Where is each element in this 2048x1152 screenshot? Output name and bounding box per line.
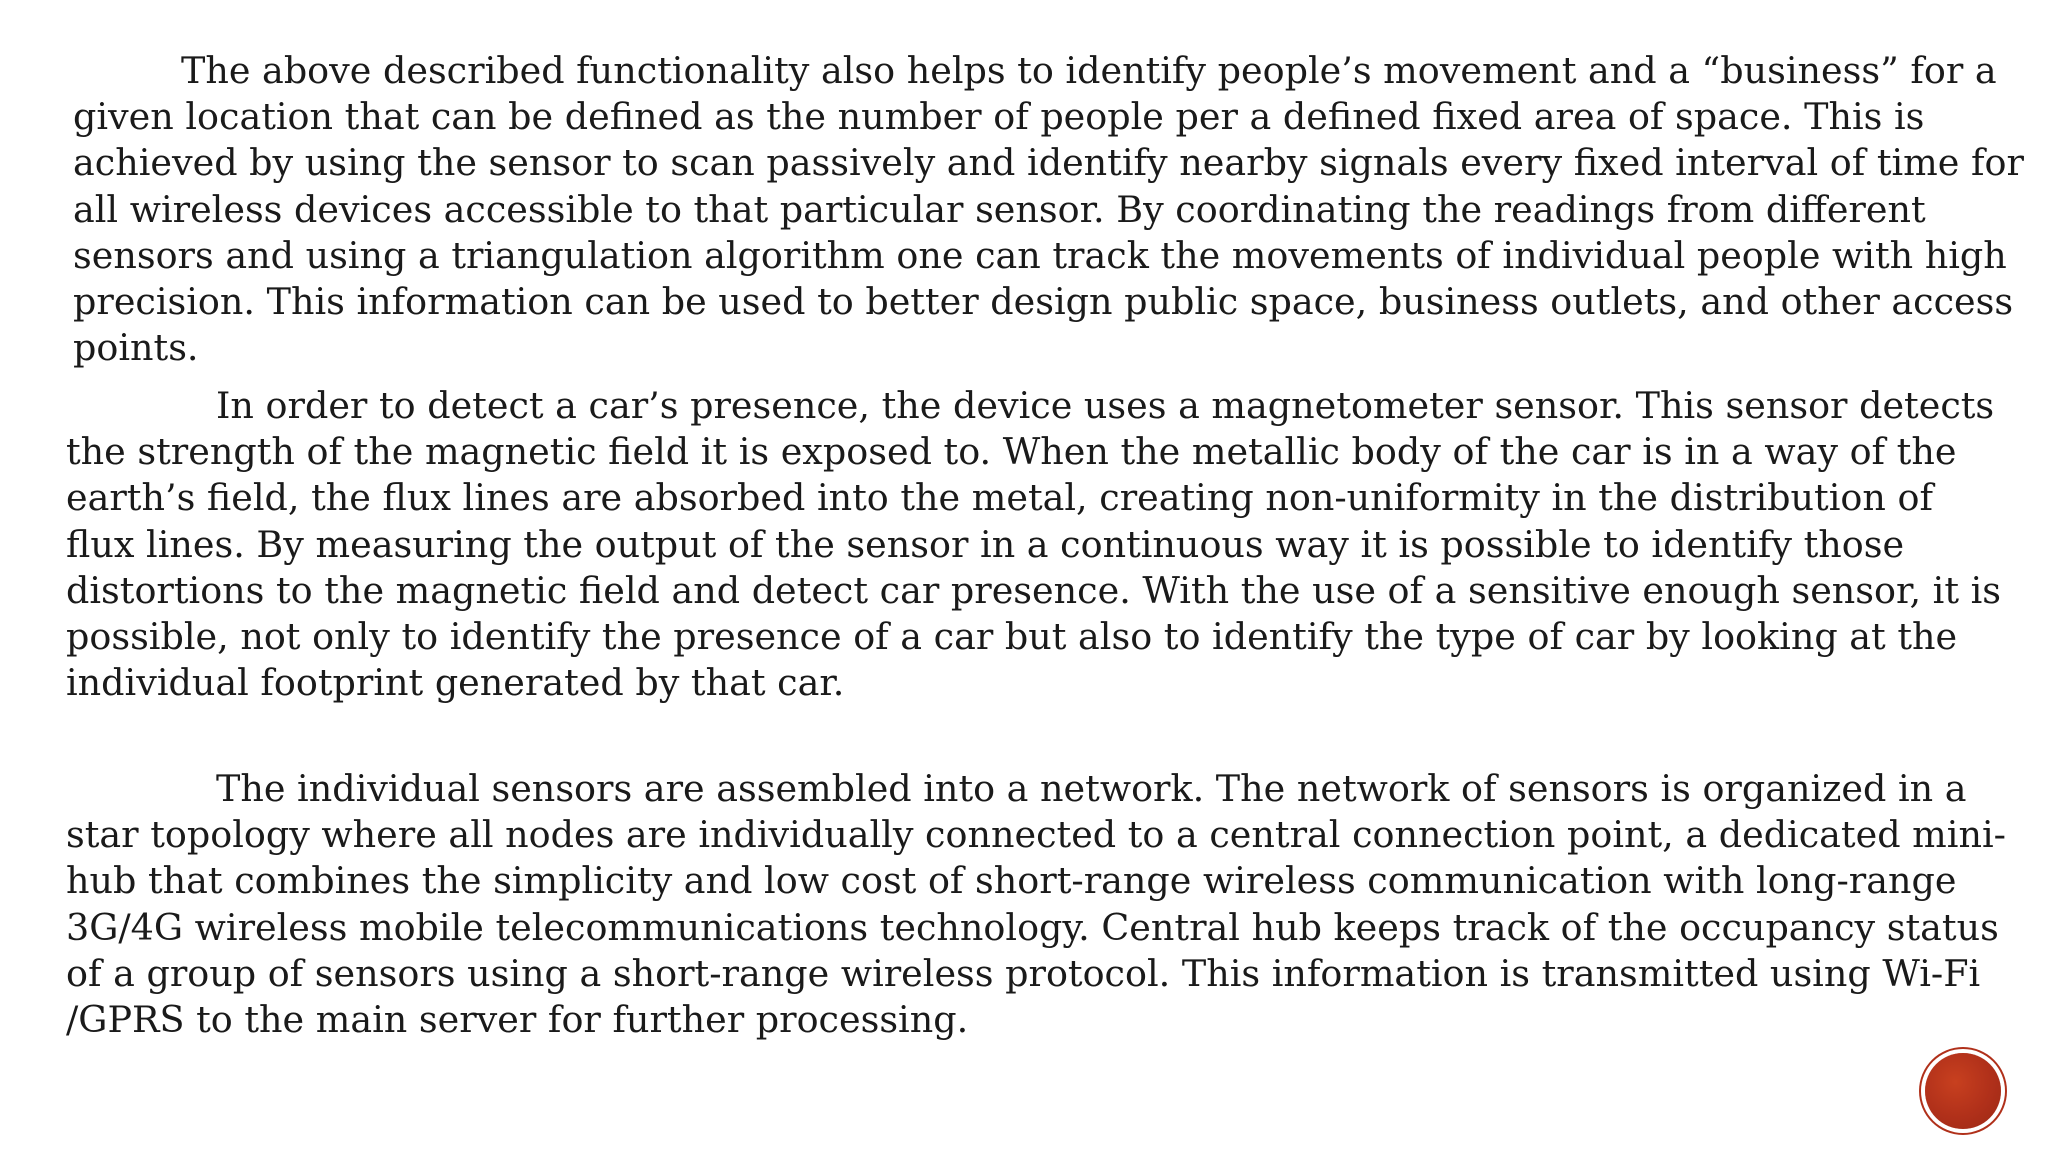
slide-nav-circle-icon[interactable] bbox=[1925, 1053, 2001, 1129]
paragraph-people-movement: The above described functionality also helps to identify people’s movement and a “business” for a given location that can be defined as the number of people per a defined fixed area of space. This is achieved by using the sensor to scan passively and identify nearby signals every fixed interval of time for all wireless devices accessible to that particular sensor. By coordinating the readings from different sensors and using a triangulation algorithm one can track the movements of individual people with high precision. This information can be used to better design public space, business outlets, and other access points. bbox=[73, 49, 2024, 370]
paragraph-sensor-network: The individual sensors are assembled into a network. The network of sensors is organized in a star topology where all nodes are individually connected to a central connection point, a dedicated mini-hub that combines the simplicity and low cost of short-range wireless communication with long-range 3G/4G wireless mobile telecommunications technology. Central hub keeps track of the occupancy status of a group of sensors using a short-range wireless protocol. This information is transmitted using Wi-Fi /GPRS to the main server for further processing. bbox=[66, 767, 2006, 1042]
paragraph-car-detection: In order to detect a car’s presence, the device uses a magnetometer sensor. This sensor detects the strength of the magnetic field it is exposed to. When the metallic body of the car is in a way of the earth’s field, the flux lines are absorbed into the metal, creating non-uniformity in the distribution of flux lines. By measuring the output of the sensor in a continuous way it is possible to identify those distortions to the magnetic field and detect car presence. With the use of a sensitive enough sensor, it is possible, not only to identify the presence of a car but also to identify the type of car by looking at the individual footprint generated by that car. bbox=[66, 384, 2001, 705]
